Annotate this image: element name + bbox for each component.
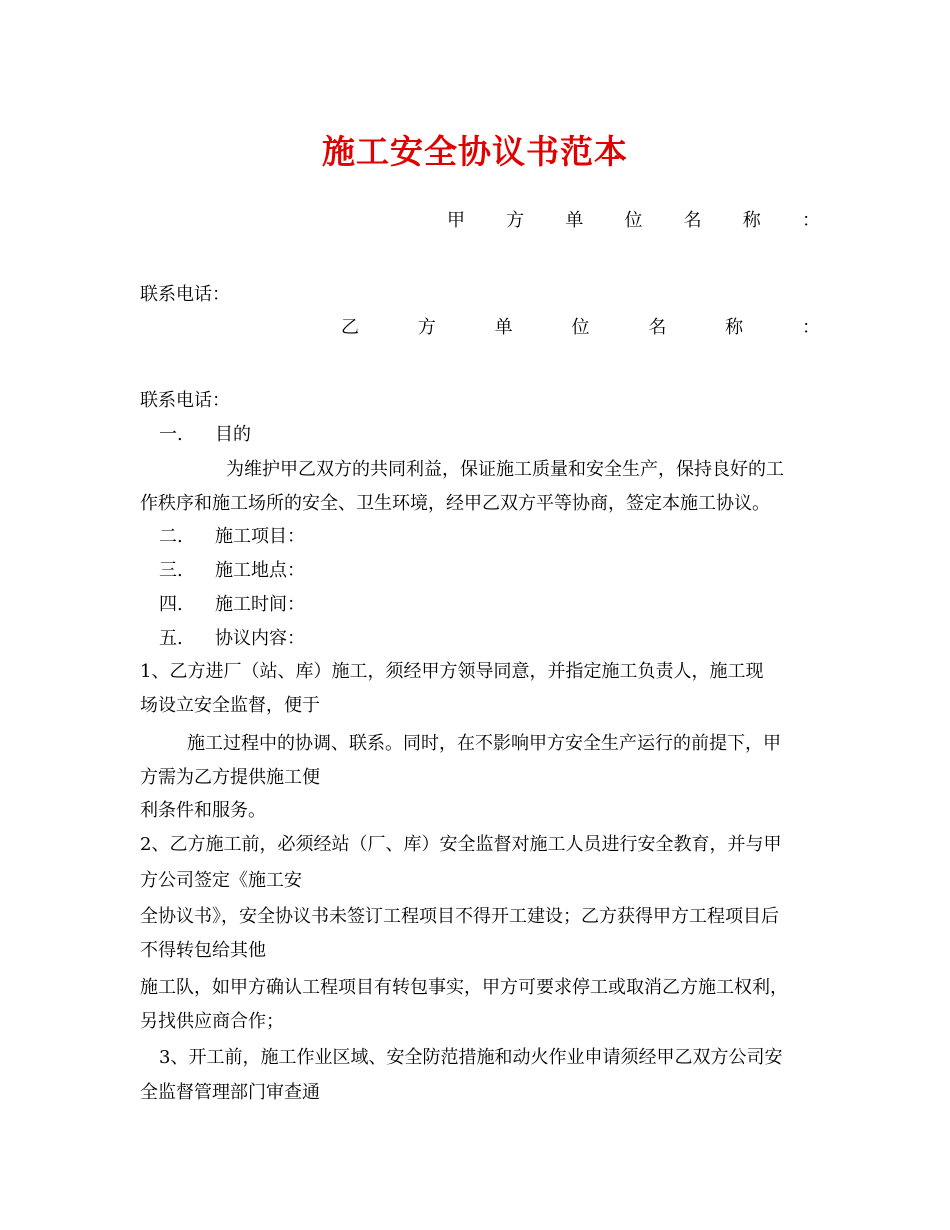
section-label: 施工时间： [215,594,305,615]
clause-2-line: 2、乙方施工前，必须经站（厂、库）安全监督对施工人员进行安全教育，并与甲 [140,834,782,855]
clause-1-line: 场设立安全监督，便于 [140,695,320,716]
party-a-phone-label: 联系电话： [140,284,230,305]
section-label: 目的 [215,424,251,445]
clause-2-line: 不得转包给其他 [140,940,266,961]
section-number: 一. [159,424,183,445]
section-heading-time [159,592,305,618]
purpose-paragraph-line: 作秩序和施工场所的安全、卫生环境，经甲乙双方平等协商，签定本施工协议。 [140,493,770,514]
label-char: ： [801,317,820,338]
clause-2-line: 另找供应商合作； [140,1011,284,1032]
section-heading-content [159,626,305,652]
clause-2-line: 全协议书》，安全协议书未签订工程项目不得开工建设；乙方获得甲方工程项目后 [140,906,779,927]
section-heading-project [159,524,305,550]
document-title: 施工安全协议书范本 [322,132,628,171]
section-number: 二. [159,526,183,547]
label-char: 名 [648,317,667,338]
section-label: 协议内容： [215,628,305,649]
label-char: 称 [725,317,744,338]
section-number: 四. [159,594,183,615]
clause-1-line: 1、乙方进厂（站、库）施工，须经甲方领导同意，并指定施工负责人，施工现 [140,661,764,682]
section-heading-purpose [159,422,251,448]
section-label: 施工项目： [215,526,305,547]
label-char: 名 [683,210,702,231]
clause-3-line: 全监督管理部门审查通 [140,1082,320,1103]
label-char: 乙 [341,317,359,338]
clause-1-line: 施工过程中的协调、联系。同时，在不影响甲方安全生产运行的前提下，甲 [187,733,781,754]
label-char: 方 [417,317,436,338]
clause-3-line: 3、开工前，施工作业区域、安全防范措施和动火作业申请须经甲乙双方公司安 [159,1047,783,1068]
section-label: 施工地点： [215,560,305,581]
party-b-phone-label: 联系电话： [140,390,230,411]
clause-1-line: 利条件和服务。 [140,800,266,821]
label-char: ： [801,210,820,231]
clause-1-line: 方需为乙方提供施工便 [140,767,320,788]
clause-2-line: 方公司签定《施工安 [140,870,302,891]
purpose-paragraph-line: 为维护甲乙双方的共同利益，保证施工质量和安全生产，保持良好的工 [226,459,784,480]
label-char: 甲 [447,210,465,231]
label-char: 单 [494,317,513,338]
label-char: 单 [565,210,584,231]
label-char: 方 [506,210,525,231]
label-char: 位 [571,317,590,338]
party-b-name-label [341,315,820,341]
section-number: 三. [159,560,183,581]
label-char: 位 [624,210,643,231]
label-char: 称 [742,210,761,231]
party-a-name-label [447,208,820,234]
section-number: 五. [159,628,183,649]
section-heading-location [159,558,305,584]
clause-2-line: 施工队，如甲方确认工程项目有转包事实，甲方可要求停工或取消乙方施工权利， [140,977,788,998]
